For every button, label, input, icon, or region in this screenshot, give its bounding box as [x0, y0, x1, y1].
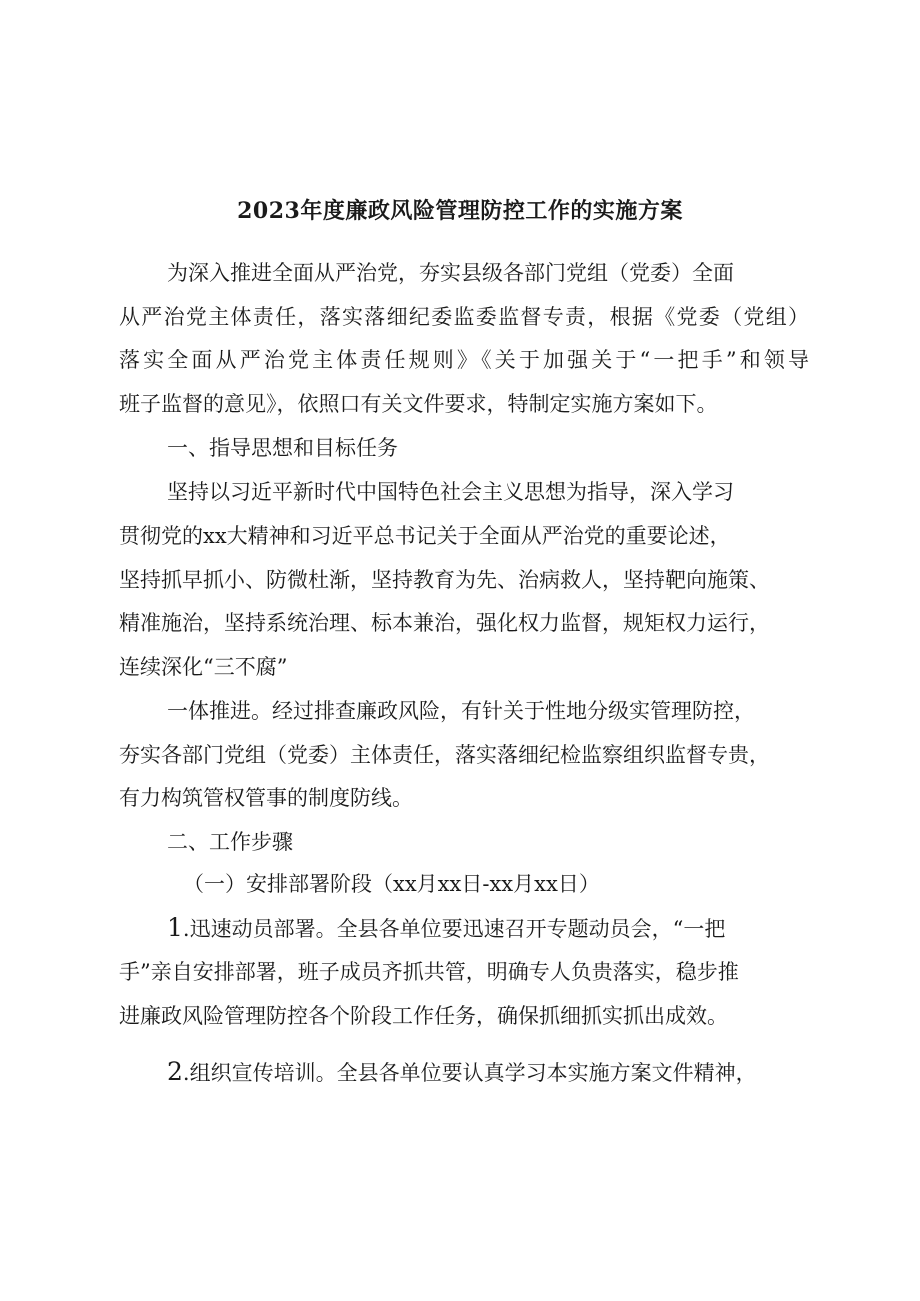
section1-para2-line-2: 夯实各部门党组（党委）主体责任，落实落细纪检监察组织监督专贵，	[119, 743, 770, 767]
section1-para1-line-5: 连续深化“三不腐”	[119, 655, 288, 679]
section1-para2-line-1: 一体推进。经过排查廉政风险，有针关于性地分级实管理防控，	[167, 699, 755, 723]
section1-heading: 一、指导思想和目标任务	[167, 436, 398, 460]
item2-number: 2	[167, 1057, 183, 1086]
intro-line-2: 从严治党主体责任，落实落细纪委监委监督专责，根据《党委（党组）	[119, 305, 809, 329]
section1-para1-line-1: 坚持以习近平新时代中国特色社会主义思想为指导，深入学习	[167, 480, 734, 504]
item1-number: 1	[167, 913, 183, 942]
item1-text-1: .迅速动员部署。全县各单位要迅速召开专题动员会，“一把	[182, 917, 726, 941]
item1-line-1	[167, 913, 809, 944]
intro-line-3: 落实全面从严治党主体责任规则》《关于加强关于“一把手”和领导	[119, 348, 809, 372]
document-title: 2023年度廉政风险管理防控工作的实施方案	[237, 198, 683, 224]
item2-text-1: .组织宣传培训。全县各单位要认真学习本实施方案文件精神，	[182, 1061, 757, 1085]
section1-para1-line-3: 坚持抓早抓小、防微杜渐，坚持教育为先、治病救人，坚持靶向施策、	[119, 568, 770, 592]
subsection1-heading: （一）安排部署阶段（xx月xx日-xx月xx日）	[183, 872, 600, 896]
section1-para2-line-3: 有力构筑管权管事的制度防线。	[119, 786, 413, 810]
item2-line-1	[167, 1057, 809, 1088]
intro-line-1: 为深入推进全面从严治党，夯实县级各部门党组（党委）全面	[167, 261, 734, 285]
intro-line-4: 班子监督的意见》，依照口有关文件要求，特制定实施方案如下。	[119, 392, 718, 416]
section2-heading: 二、工作步骤	[167, 830, 293, 854]
section1-para1-line-2: 贯彻党的xx大精神和习近平总书记关于全面从严治党的重要论述，	[119, 524, 731, 548]
item1-line-2: 手”亲自安排部署，班子成员齐抓共管，明确专人负贵落实，稳步推	[119, 960, 739, 984]
section1-para1-line-4: 精准施治，坚持系统治理、标本兼治，强化权力监督，规矩权力运行，	[119, 611, 770, 635]
item1-line-3: 进廉政风险管理防控各个阶段工作任务，确保抓细抓实抓出成效。	[119, 1004, 728, 1028]
